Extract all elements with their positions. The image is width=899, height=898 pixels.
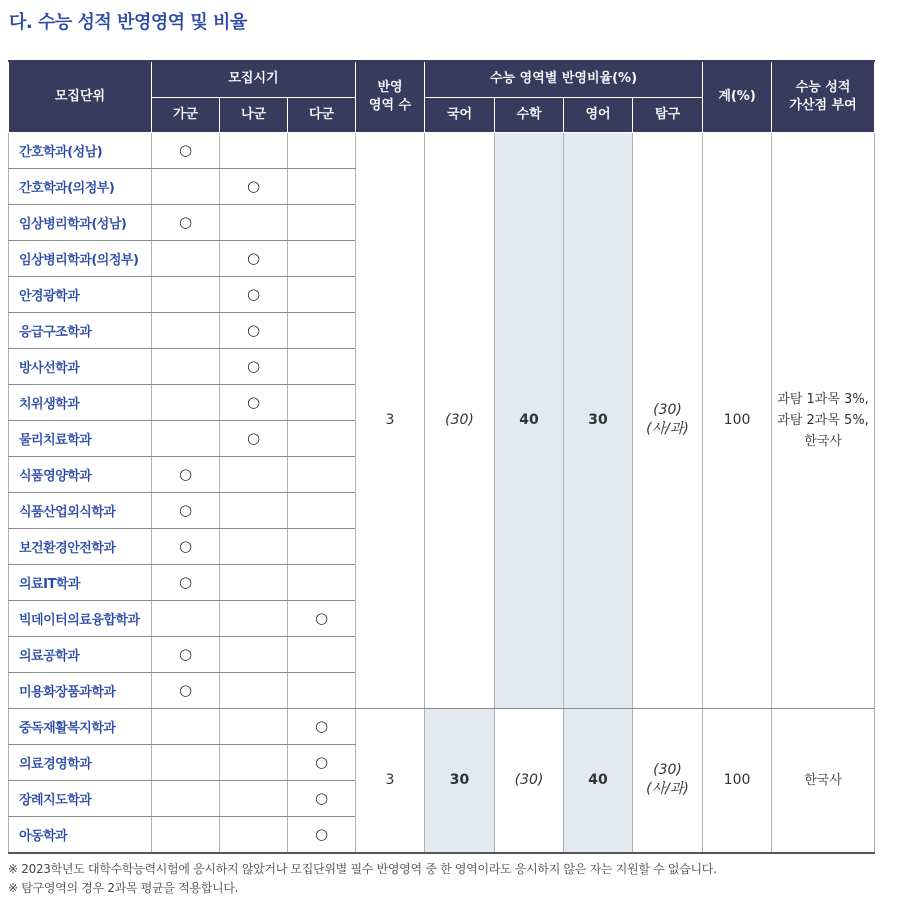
da-mark xyxy=(288,240,356,276)
header-period: 모집시기 xyxy=(152,61,356,97)
na-mark: ○ xyxy=(220,168,288,204)
na-mark: ○ xyxy=(220,384,288,420)
ga-mark: ○ xyxy=(152,528,220,564)
header-na: 나군 xyxy=(220,97,288,132)
na-mark xyxy=(220,708,288,744)
table-header xyxy=(9,61,875,132)
na-mark: ○ xyxy=(220,276,288,312)
ga-mark: ○ xyxy=(152,564,220,600)
na-mark xyxy=(220,744,288,780)
na-mark xyxy=(220,672,288,708)
na-mark xyxy=(220,816,288,853)
group1-bonus-line2: 과탐 2과목 5%, xyxy=(777,412,869,428)
da-mark: ○ xyxy=(288,780,356,816)
na-mark: ○ xyxy=(220,420,288,456)
group2-count: 3 xyxy=(356,708,425,853)
admission-ratio-table xyxy=(8,60,875,854)
da-mark xyxy=(288,132,356,168)
footnotes xyxy=(8,860,717,898)
na-mark xyxy=(220,204,288,240)
na-mark xyxy=(220,780,288,816)
group1-korean: (30) xyxy=(425,132,495,708)
group1-count: 3 xyxy=(356,132,425,708)
unit-name: 응급구조학과 xyxy=(9,312,152,348)
table-body xyxy=(9,132,875,853)
na-mark xyxy=(220,132,288,168)
unit-name: 아동학과 xyxy=(9,816,152,853)
na-mark xyxy=(220,636,288,672)
footnote: ※ 2023학년도 대학수학능력시험에 응시하지 않았거나 모집단위별 필수 반영영역 중 한 영역이라도 응시하지 않은 자는 지원할 수 없습니다. xyxy=(8,862,717,876)
header-ratio: 수능 영역별 반영비율(%) xyxy=(425,61,703,97)
na-mark: ○ xyxy=(220,312,288,348)
header-count-line2: 영역 수 xyxy=(368,97,412,113)
unit-name: 미용화장품과학과 xyxy=(9,672,152,708)
ga-mark xyxy=(152,168,220,204)
unit-name: 의료공학과 xyxy=(9,636,152,672)
unit-name: 안경광학과 xyxy=(9,276,152,312)
da-mark xyxy=(288,456,356,492)
da-mark xyxy=(288,420,356,456)
header-count-line1: 반영 xyxy=(377,79,403,95)
group2-inquiry xyxy=(633,708,703,853)
ga-mark xyxy=(152,276,220,312)
unit-name: 식품산업외식학과 xyxy=(9,492,152,528)
ga-mark xyxy=(152,384,220,420)
ga-mark xyxy=(152,600,220,636)
header-bonus xyxy=(772,61,875,132)
ga-mark: ○ xyxy=(152,456,220,492)
header-total: 계(%) xyxy=(703,61,772,132)
group1-inquiry xyxy=(633,132,703,708)
header-ga: 가군 xyxy=(152,97,220,132)
da-mark xyxy=(288,528,356,564)
group2-total: 100 xyxy=(703,708,772,853)
da-mark xyxy=(288,168,356,204)
unit-name: 중독재활복지학과 xyxy=(9,708,152,744)
group1-inquiry-line2: (사/과) xyxy=(646,421,689,437)
ga-mark xyxy=(152,744,220,780)
group1-inquiry-line1: (30) xyxy=(653,402,682,418)
footnote: ※ 탐구영역의 경우 2과목 평균을 적용합니다. xyxy=(8,881,239,895)
header-bonus-line1: 수능 성적 xyxy=(795,79,851,95)
ga-mark xyxy=(152,708,220,744)
unit-name: 간호학과(의정부) xyxy=(9,168,152,204)
unit-name: 임상병리학과(의정부) xyxy=(9,240,152,276)
da-mark xyxy=(288,636,356,672)
group1-bonus-line1: 과탐 1과목 3%, xyxy=(777,391,869,407)
da-mark xyxy=(288,312,356,348)
header-korean: 국어 xyxy=(425,97,495,132)
ga-mark xyxy=(152,420,220,456)
group2-bonus: 한국사 xyxy=(772,708,875,853)
unit-name: 빅데이터의료융합학과 xyxy=(9,600,152,636)
unit-name: 물리치료학과 xyxy=(9,420,152,456)
table-row xyxy=(9,708,875,744)
unit-name: 임상병리학과(성남) xyxy=(9,204,152,240)
da-mark xyxy=(288,672,356,708)
na-mark: ○ xyxy=(220,348,288,384)
da-mark xyxy=(288,384,356,420)
header-count xyxy=(356,61,425,132)
group2-english: 40 xyxy=(564,708,633,853)
header-unit: 모집단위 xyxy=(9,61,152,132)
unit-name: 식품영양학과 xyxy=(9,456,152,492)
header-bonus-line2: 가산점 부여 xyxy=(789,97,857,113)
da-mark xyxy=(288,204,356,240)
unit-name: 의료IT학과 xyxy=(9,564,152,600)
ga-mark xyxy=(152,816,220,853)
na-mark xyxy=(220,600,288,636)
unit-name: 간호학과(성남) xyxy=(9,132,152,168)
header-inquiry: 탐구 xyxy=(633,97,703,132)
table-row xyxy=(9,132,875,168)
unit-name: 치위생학과 xyxy=(9,384,152,420)
unit-name: 장례지도학과 xyxy=(9,780,152,816)
group2-inquiry-line1: (30) xyxy=(653,762,682,778)
ga-mark: ○ xyxy=(152,636,220,672)
da-mark: ○ xyxy=(288,744,356,780)
da-mark xyxy=(288,564,356,600)
da-mark: ○ xyxy=(288,600,356,636)
na-mark: ○ xyxy=(220,240,288,276)
group1-math: 40 xyxy=(495,132,564,708)
na-mark xyxy=(220,492,288,528)
ga-mark xyxy=(152,780,220,816)
da-mark xyxy=(288,492,356,528)
ga-mark: ○ xyxy=(152,132,220,168)
group1-total: 100 xyxy=(703,132,772,708)
group2-korean: 30 xyxy=(425,708,495,853)
section-title: 다. 수능 성적 반영영역 및 비율 xyxy=(9,12,247,33)
unit-name: 보건환경안전학과 xyxy=(9,528,152,564)
ga-mark xyxy=(152,312,220,348)
unit-name: 의료경영학과 xyxy=(9,744,152,780)
da-mark xyxy=(288,348,356,384)
na-mark xyxy=(220,456,288,492)
da-mark: ○ xyxy=(288,708,356,744)
header-math: 수학 xyxy=(495,97,564,132)
group1-bonus-line3: 한국사 xyxy=(804,433,842,449)
unit-name: 방사선학과 xyxy=(9,348,152,384)
ga-mark xyxy=(152,240,220,276)
group2-math: (30) xyxy=(495,708,564,853)
ga-mark xyxy=(152,348,220,384)
da-mark: ○ xyxy=(288,816,356,853)
group1-bonus xyxy=(772,132,875,708)
na-mark xyxy=(220,564,288,600)
header-da: 다군 xyxy=(288,97,356,132)
ga-mark: ○ xyxy=(152,672,220,708)
header-english: 영어 xyxy=(564,97,633,132)
na-mark xyxy=(220,528,288,564)
group1-english: 30 xyxy=(564,132,633,708)
ga-mark: ○ xyxy=(152,492,220,528)
ga-mark: ○ xyxy=(152,204,220,240)
da-mark xyxy=(288,276,356,312)
group2-inquiry-line2: (사/과) xyxy=(646,781,689,797)
